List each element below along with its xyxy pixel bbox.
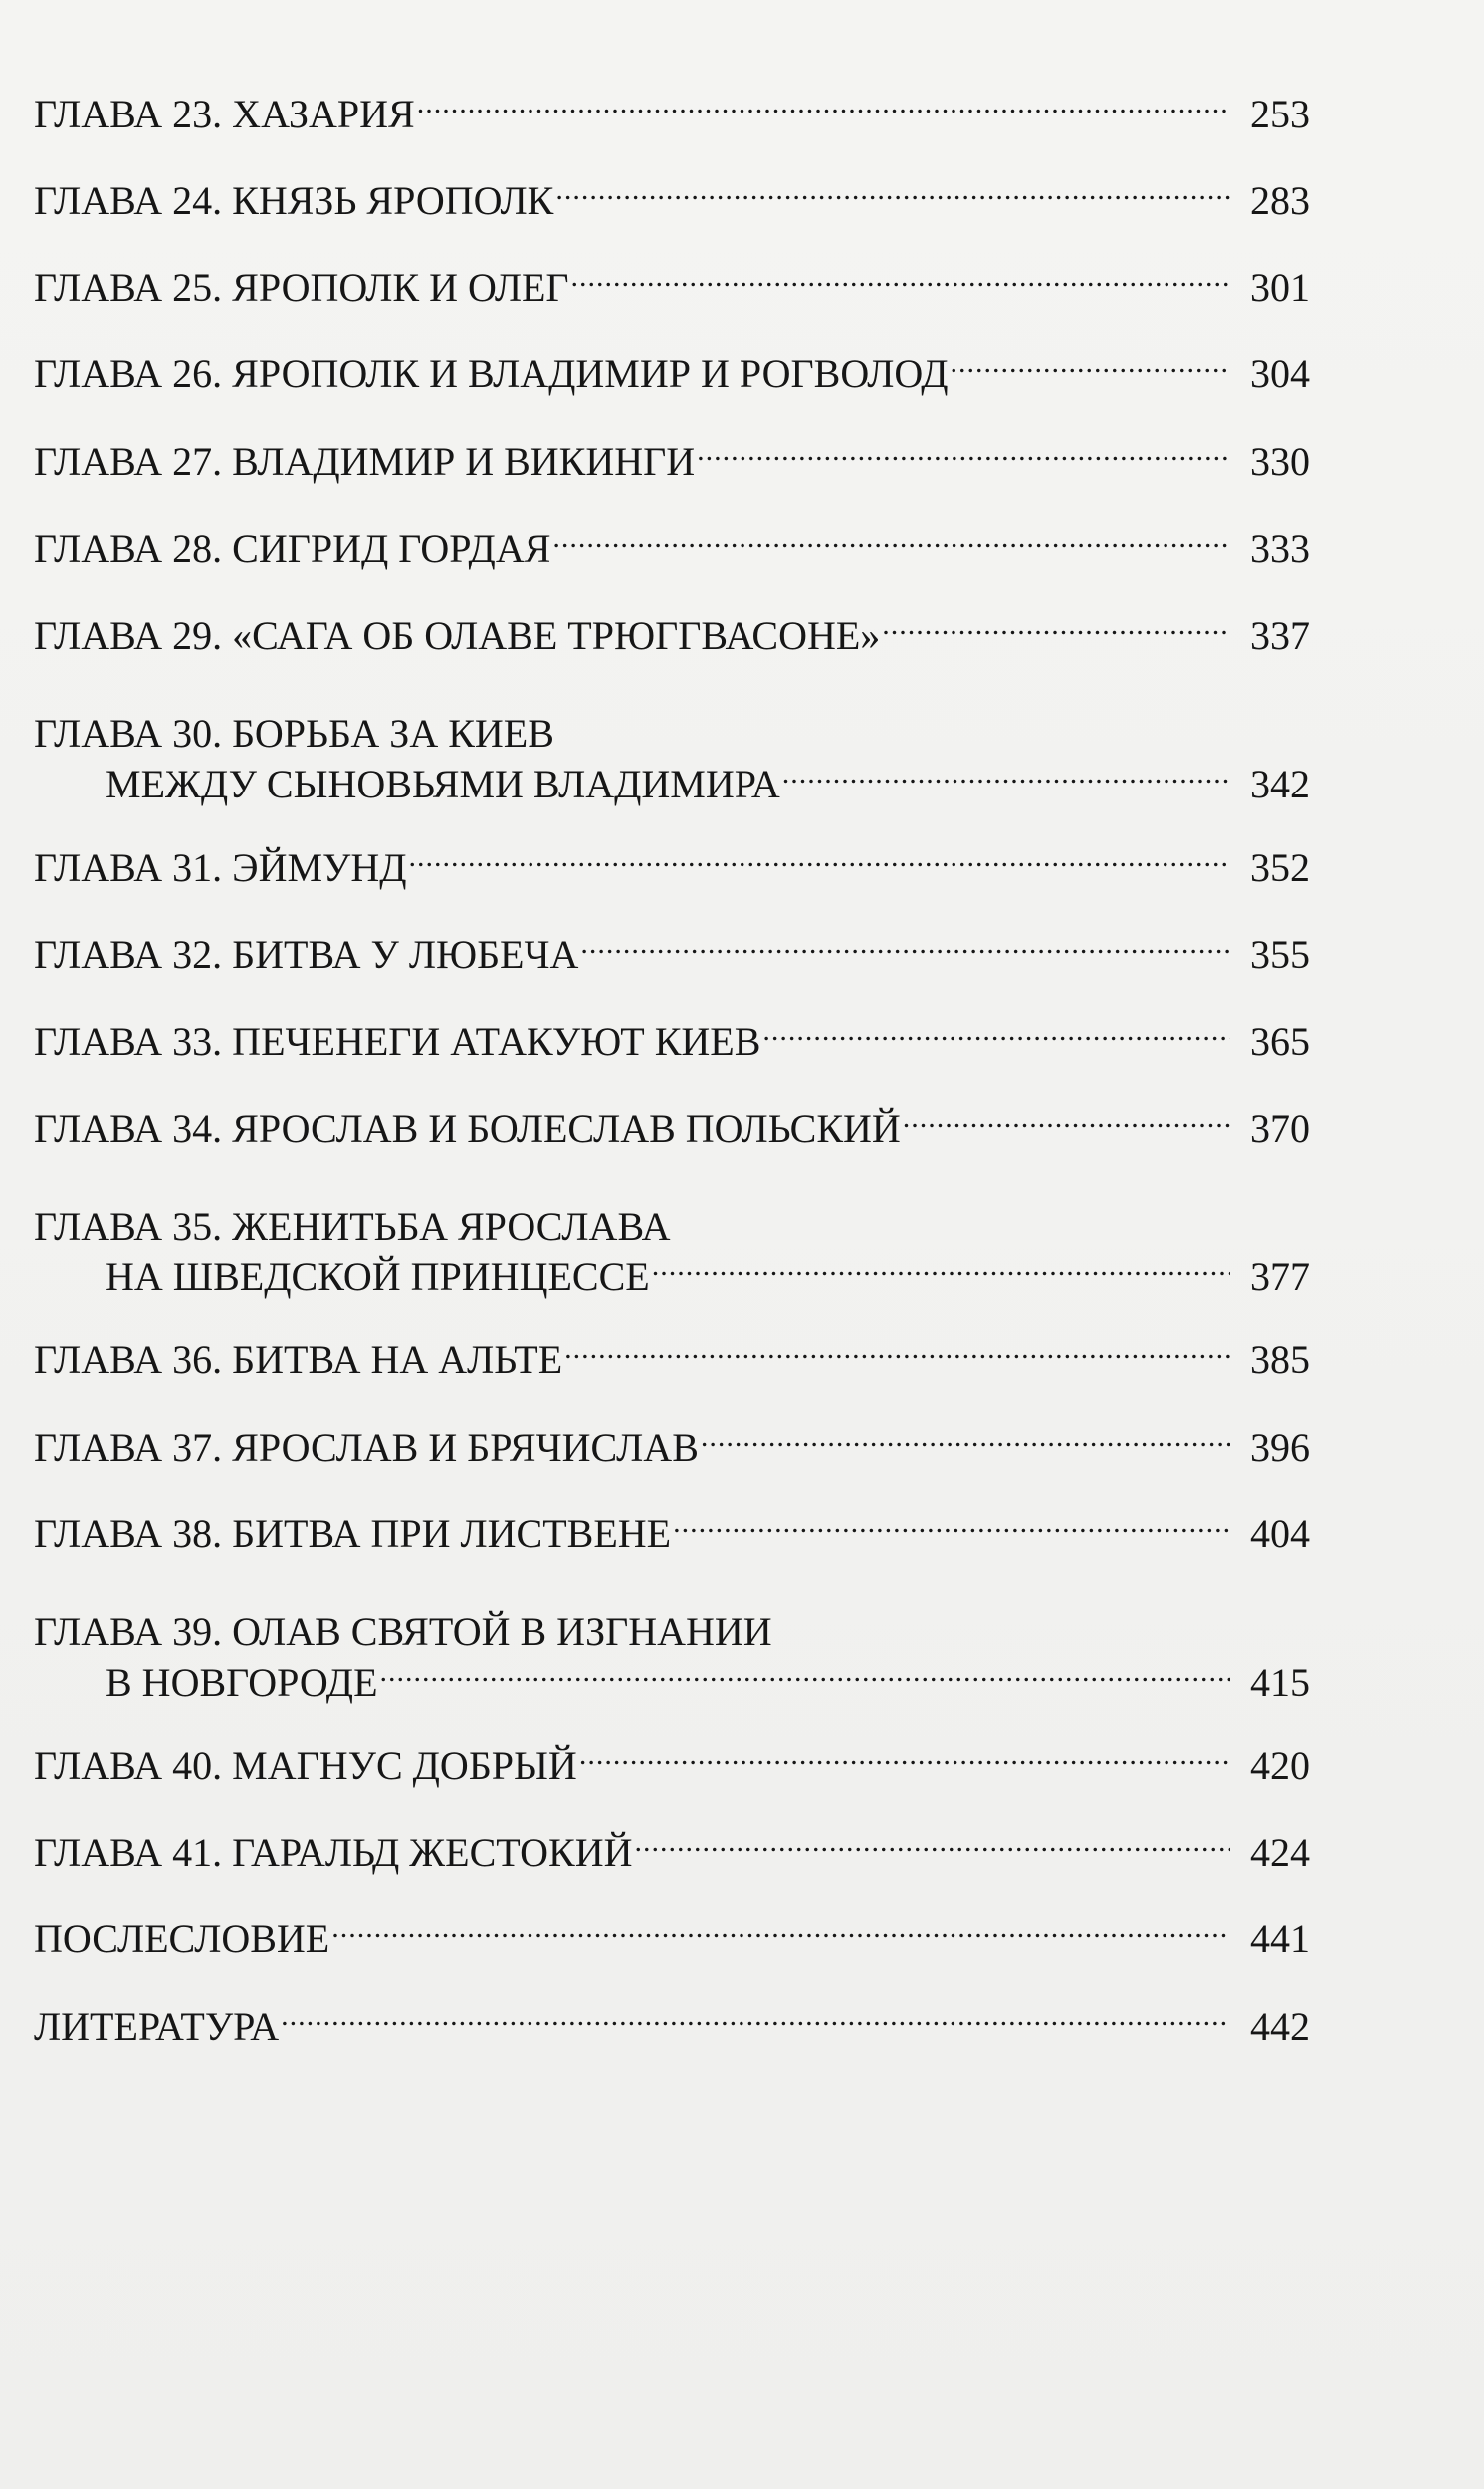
toc-page-number: 420 bbox=[1250, 1743, 1310, 1788]
toc-page-number: 415 bbox=[1250, 1660, 1310, 1704]
toc-entry-line bbox=[34, 1608, 1310, 1656]
dot-leader bbox=[409, 841, 1230, 881]
toc-entry-title: ГЛАВА 36. БИТВА НА АЛЬТЕ bbox=[34, 1337, 563, 1382]
dot-leader bbox=[652, 1250, 1230, 1290]
dot-leader bbox=[380, 1656, 1231, 1696]
toc-entry-continuation-line bbox=[34, 1656, 1310, 1703]
toc-entry bbox=[34, 1203, 1310, 1298]
dot-leader bbox=[579, 1739, 1230, 1779]
toc-page-number: 352 bbox=[1250, 845, 1310, 890]
toc-entry-line bbox=[34, 609, 1310, 657]
toc-entry bbox=[34, 1016, 1310, 1063]
toc-entry-line bbox=[34, 1016, 1310, 1063]
toc-entry-title: ГЛАВА 41. ГАРАЛЬД ЖЕСТОКИЙ bbox=[34, 1830, 633, 1875]
toc-entry-title: ГЛАВА 38. БИТВА ПРИ ЛИСТВЕНЕ bbox=[34, 1511, 672, 1556]
toc-page-number: 441 bbox=[1250, 1917, 1310, 1961]
toc-entry-title: ГЛАВА 35. ЖЕНИТЬБА ЯРОСЛАВА bbox=[34, 1204, 671, 1248]
toc-entry-title: ПОСЛЕСЛОВИЕ bbox=[34, 1917, 330, 1961]
toc-entry bbox=[34, 710, 1310, 805]
toc-entry-line bbox=[34, 1203, 1310, 1250]
toc-page-number: 424 bbox=[1250, 1830, 1310, 1875]
dot-leader bbox=[673, 1507, 1230, 1547]
dot-leader bbox=[635, 1826, 1230, 1866]
dot-leader bbox=[762, 1016, 1230, 1055]
toc-entry-title: ГЛАВА 24. КНЯЗЬ ЯРОПОЛК bbox=[34, 178, 554, 223]
toc-entry-line bbox=[34, 928, 1310, 976]
dot-leader bbox=[701, 1421, 1230, 1461]
dot-leader bbox=[555, 174, 1230, 214]
toc-entry-title: ГЛАВА 23. ХАЗАРИЯ bbox=[34, 92, 415, 136]
toc-page-number: 365 bbox=[1250, 1019, 1310, 1064]
toc-entry-line bbox=[34, 1826, 1310, 1874]
toc-entry-title: ГЛАВА 31. ЭЙМУНД bbox=[34, 845, 407, 890]
toc-entry-title: ГЛАВА 29. «САГА ОБ ОЛАВЕ ТРЮГГВАСОНЕ» bbox=[34, 613, 881, 658]
toc-entry bbox=[34, 1739, 1310, 1787]
dot-leader bbox=[782, 758, 1230, 797]
toc-entry-title: ГЛАВА 34. ЯРОСЛАВ И БОЛЕСЛАВ ПОЛЬСКИЙ bbox=[34, 1106, 901, 1151]
toc-entry-title: ЛИТЕРАТУРА bbox=[34, 2004, 280, 2049]
toc-entry-line bbox=[34, 1739, 1310, 1787]
toc-entry bbox=[34, 1826, 1310, 1874]
toc-page-number: 396 bbox=[1250, 1425, 1310, 1470]
toc-entry-title: ГЛАВА 40. МАГНУС ДОБРЫЙ bbox=[34, 1743, 577, 1788]
toc-page-number: 330 bbox=[1250, 439, 1310, 484]
toc-entry bbox=[34, 1608, 1310, 1703]
toc-entry-line bbox=[34, 522, 1310, 569]
toc-entry bbox=[34, 174, 1310, 222]
toc-entry-title: ГЛАВА 39. ОЛАВ СВЯТОЙ В ИЗГНАНИИ bbox=[34, 1609, 772, 1654]
toc-page-number: 301 bbox=[1250, 265, 1310, 310]
dot-leader bbox=[697, 435, 1230, 475]
toc-entry bbox=[34, 2000, 1310, 2048]
toc-entry-line bbox=[34, 261, 1310, 309]
toc-entry bbox=[34, 609, 1310, 657]
toc-entry-line bbox=[34, 1102, 1310, 1150]
dot-leader bbox=[417, 88, 1230, 127]
toc-page-number: 442 bbox=[1250, 2004, 1310, 2049]
toc-entry-title: МЕЖДУ СЫНОВЬЯМИ ВЛАДИМИРА bbox=[106, 762, 780, 806]
toc-entry bbox=[34, 841, 1310, 889]
toc-entry-line bbox=[34, 1333, 1310, 1381]
toc-entry-line bbox=[34, 88, 1310, 135]
toc-entry-line bbox=[34, 710, 1310, 758]
dot-leader bbox=[564, 1333, 1230, 1373]
toc-page-number: 283 bbox=[1250, 178, 1310, 223]
toc-entry-title: ГЛАВА 25. ЯРОПОЛК И ОЛЕГ bbox=[34, 265, 569, 310]
dot-leader bbox=[552, 522, 1230, 562]
toc-entry bbox=[34, 435, 1310, 483]
toc-entry-line bbox=[34, 435, 1310, 483]
toc-page-number: 333 bbox=[1250, 526, 1310, 570]
toc-page-number: 377 bbox=[1250, 1254, 1310, 1299]
dot-leader bbox=[331, 1913, 1230, 1952]
toc-entry-title: ГЛАВА 37. ЯРОСЛАВ И БРЯЧИСЛАВ bbox=[34, 1425, 699, 1470]
toc-entry bbox=[34, 1507, 1310, 1555]
toc-entry-line bbox=[34, 174, 1310, 222]
toc-entry bbox=[34, 1102, 1310, 1150]
toc-entry bbox=[34, 347, 1310, 395]
toc-entry-line bbox=[34, 841, 1310, 889]
dot-leader bbox=[580, 928, 1230, 968]
toc-page-number: 253 bbox=[1250, 92, 1310, 136]
toc-page-number: 337 bbox=[1250, 613, 1310, 658]
toc-entry bbox=[34, 1333, 1310, 1381]
toc-entry bbox=[34, 261, 1310, 309]
dot-leader bbox=[951, 347, 1230, 387]
toc-entry-title: ГЛАВА 27. ВЛАДИМИР И ВИКИНГИ bbox=[34, 439, 696, 484]
toc-page-number: 304 bbox=[1250, 351, 1310, 396]
toc-entry-title: ГЛАВА 26. ЯРОПОЛК И ВЛАДИМИР И РОГВОЛОД bbox=[34, 351, 949, 396]
toc-entry-line bbox=[34, 347, 1310, 395]
toc-entry-line bbox=[34, 1421, 1310, 1469]
dot-leader bbox=[903, 1102, 1230, 1142]
dot-leader bbox=[882, 609, 1230, 649]
toc-entry-line bbox=[34, 2000, 1310, 2048]
toc-entry-title: ГЛАВА 30. БОРЬБА ЗА КИЕВ bbox=[34, 711, 554, 756]
toc-entry-line bbox=[34, 1913, 1310, 1960]
dot-leader bbox=[571, 261, 1230, 301]
toc-page-number: 404 bbox=[1250, 1511, 1310, 1556]
toc-page-number: 355 bbox=[1250, 932, 1310, 977]
toc-entry-title: ГЛАВА 33. ПЕЧЕНЕГИ АТАКУЮТ КИЕВ bbox=[34, 1019, 761, 1064]
toc-page-number: 370 bbox=[1250, 1106, 1310, 1151]
toc-entry-title: В НОВГОРОДЕ bbox=[106, 1660, 378, 1704]
toc-entry bbox=[34, 522, 1310, 569]
toc-entry-line bbox=[34, 1507, 1310, 1555]
toc-entry bbox=[34, 88, 1310, 135]
toc-entry bbox=[34, 1913, 1310, 1960]
dot-leader bbox=[281, 2000, 1230, 2040]
toc-entry-title: ГЛАВА 28. СИГРИД ГОРДАЯ bbox=[34, 526, 551, 570]
toc-page-number: 342 bbox=[1250, 762, 1310, 806]
toc-page-number: 385 bbox=[1250, 1337, 1310, 1382]
toc-entry-continuation-line bbox=[34, 1250, 1310, 1298]
toc-entry-title: НА ШВЕДСКОЙ ПРИНЦЕССЕ bbox=[106, 1254, 650, 1299]
toc-entry bbox=[34, 928, 1310, 976]
toc-entry-title: ГЛАВА 32. БИТВА У ЛЮБЕЧА bbox=[34, 932, 579, 977]
toc-entry-continuation-line bbox=[34, 758, 1310, 805]
toc-entry bbox=[34, 1421, 1310, 1469]
